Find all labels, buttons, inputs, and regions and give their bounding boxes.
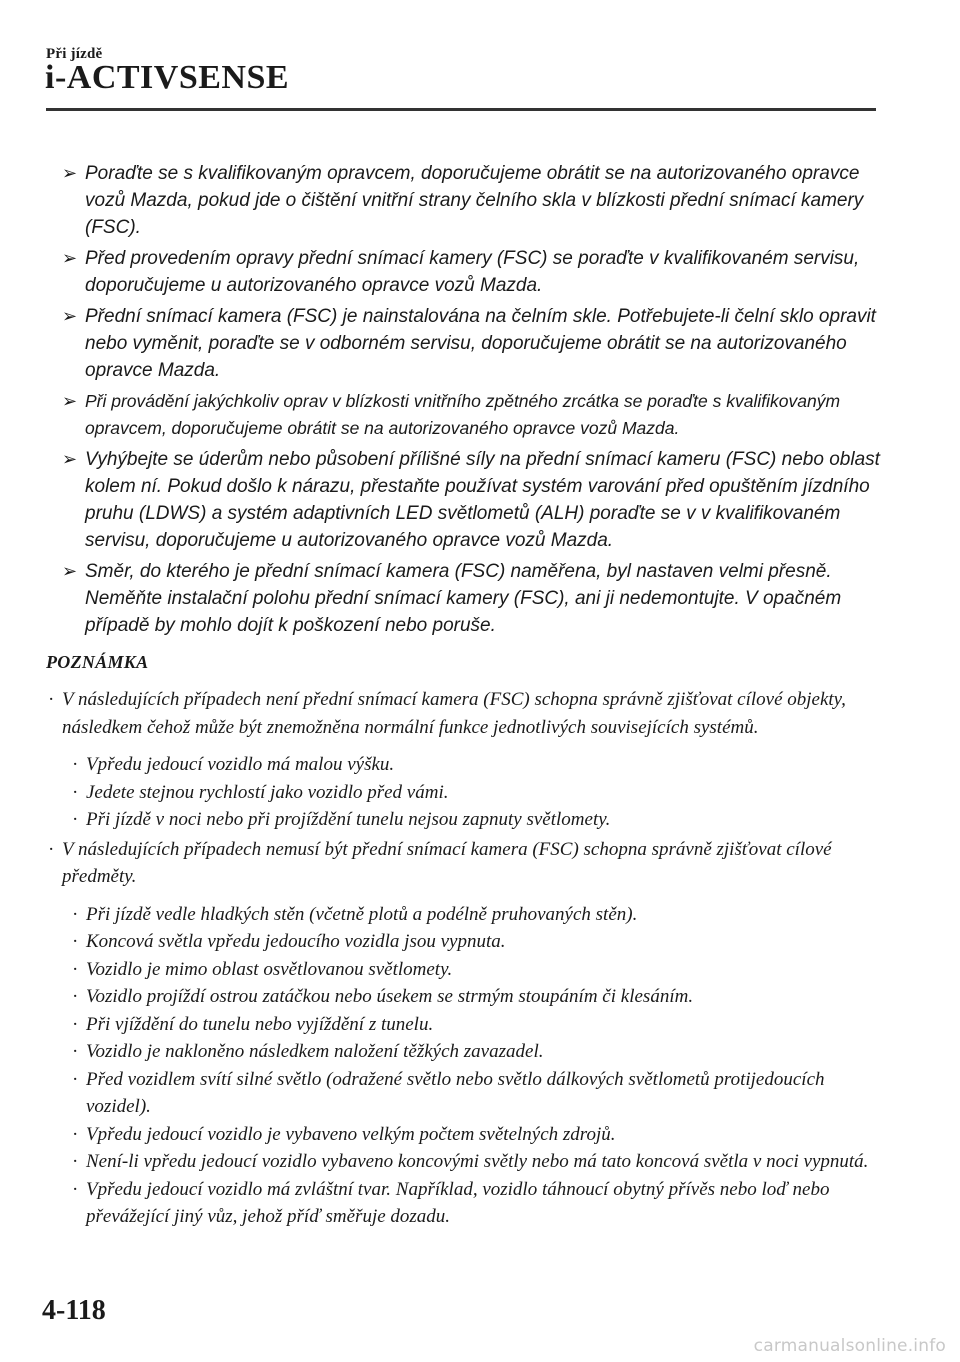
title-divider xyxy=(46,108,876,111)
watermark: carmanualsonline.info xyxy=(753,1336,946,1356)
list-item xyxy=(70,751,876,779)
dot-bullet-icon: · xyxy=(72,903,79,925)
note-heading: POZNÁMKA xyxy=(46,652,149,672)
note-text: V následujících případech není přední snímací kamera (FSC) schopna správně zjišťovat cílové objekty, následkem čehož může být znemožněna normální funkce jednotlivých souvisejících systémů. xyxy=(62,689,846,738)
list-item xyxy=(70,806,876,834)
dot-bullet-icon: · xyxy=(72,958,79,980)
warning-list xyxy=(62,160,882,643)
list-item-text: Vozidlo projíždí ostrou zatáčkou nebo úsekem se strmým stoupáním či klesáním. xyxy=(86,986,694,1007)
arrow-bullet-icon: ➢ xyxy=(62,391,78,411)
list-item xyxy=(70,983,876,1011)
warning-item xyxy=(62,388,882,442)
list-item xyxy=(70,1176,876,1231)
note-text: V následujících případech nemusí být přední snímací kamera (FSC) schopna správně zjišťovat cílové předměty. xyxy=(62,838,832,887)
list-item-text: Při jízdě v noci nebo při projíždění tunelu nejsou zapnuty světlomety. xyxy=(86,809,611,830)
dot-bullet-icon: · xyxy=(48,838,55,860)
dot-bullet-icon: · xyxy=(72,1041,79,1062)
note-item xyxy=(46,686,876,741)
warning-text: Přední snímací kamera (FSC) je nainstalována na čelním skle. Potřebujete-li čelní sklo opravit nebo vyměnit, poraďte se v odborném servisu, doporučujeme obrátit se na autorizovaného opravce Mazda. xyxy=(85,306,876,381)
list-item xyxy=(70,928,876,956)
list-item-text: Vozidlo je mimo oblast osvětlovanou světlomety. xyxy=(86,958,453,980)
note-sub-list xyxy=(46,901,876,1231)
list-item xyxy=(70,1011,876,1039)
warning-text: Směr, do kterého je přední snímací kamera (FSC) naměřena, byl nastaven velmi přesně. Neměňte instalační polohu přední snímací kamery (FSC), ani ji nedemontujte. V opačném případě by mohlo dojít k poškození nebo poruše. xyxy=(85,561,842,636)
dot-bullet-icon: · xyxy=(72,1123,79,1145)
list-item-text: Před vozidlem svítí silné světlo (odražené světlo nebo světlo dálkových světlometů protijedoucích vozidel). xyxy=(86,1068,825,1117)
warning-item xyxy=(62,303,882,384)
list-item-text: Není-li vpředu jedoucí vozidlo vybaveno koncovými světly nebo má tato koncová světla v noci vypnutá. xyxy=(86,1151,869,1172)
dot-bullet-icon: · xyxy=(72,1013,79,1035)
list-item-text: Při vjíždění do tunelu nebo vyjíždění z tunelu. xyxy=(86,1013,434,1035)
list-item xyxy=(70,1148,876,1176)
list-item-text: Při jízdě vedle hladkých stěn (včetně plotů a podélně pruhovaných stěn). xyxy=(86,903,638,925)
list-item-text: Vozidlo je nakloněno následkem naložení těžkých zavazadel. xyxy=(86,1041,544,1062)
list-item xyxy=(70,1121,876,1149)
dot-bullet-icon: · xyxy=(72,809,79,830)
arrow-bullet-icon: ➢ xyxy=(62,306,78,326)
dot-bullet-icon: · xyxy=(48,689,55,710)
list-item-text: Vpředu jedoucí vozidlo má malou výšku. xyxy=(86,754,395,775)
note-sub-list xyxy=(46,751,876,834)
list-item-text: Koncová světla vpředu jedoucího vozidla jsou vypnuta. xyxy=(86,931,506,952)
dot-bullet-icon: · xyxy=(72,754,79,775)
warning-item xyxy=(62,245,882,299)
list-item-text: Vpředu jedoucí vozidlo má zvláštní tvar. Například, vozidlo táhnoucí obytný přívěs nebo loď nebo převážející jiný vůz, jehož příď směřuje dozadu. xyxy=(86,1178,830,1227)
list-item xyxy=(70,779,876,807)
note-list xyxy=(46,686,876,1233)
warning-item xyxy=(62,160,882,241)
note-item xyxy=(46,836,876,891)
list-item xyxy=(70,901,876,929)
list-item xyxy=(70,1066,876,1121)
list-item xyxy=(70,956,876,984)
list-item-text: Jedete stejnou rychlostí jako vozidlo před vámi. xyxy=(86,781,449,803)
arrow-bullet-icon: ➢ xyxy=(62,248,78,268)
dot-bullet-icon: · xyxy=(72,1068,79,1090)
dot-bullet-icon: · xyxy=(72,781,79,803)
dot-bullet-icon: · xyxy=(72,931,79,952)
warning-text: Vyhýbejte se úderům nebo působení přílišné síly na přední snímací kameru (FSC) nebo oblast kolem ní. Pokud došlo k nárazu, přestaňte používat systém varování před opuštěním jízdního pruhu (LDWS) a systém adaptivních LED světlometů (ALH) poraďte se v v kvalifikovaném servisu, doporučujeme u autorizovaného opravce vozů Mazda. xyxy=(85,449,880,551)
list-item-text: Vpředu jedoucí vozidlo je vybaveno velkým počtem světelných zdrojů. xyxy=(86,1123,616,1145)
dot-bullet-icon: · xyxy=(72,1178,79,1200)
warning-item xyxy=(62,558,882,639)
list-item xyxy=(70,1038,876,1066)
warning-text: Před provedením opravy přední snímací kamery (FSC) se poraďte v kvalifikovaném servisu, doporučujeme u autorizovaného opravce vozů Mazda. xyxy=(85,248,860,296)
section-label: Při jízdě xyxy=(46,46,103,62)
warning-text: Při provádění jakýchkoliv oprav v blízkosti vnitřního zpětného zrcátka se poraďte s kvalifikovaným opravcem, doporučujeme obrátit se na autorizovaného opravce vozů Mazda. xyxy=(85,391,841,438)
dot-bullet-icon: · xyxy=(72,986,79,1007)
warning-item xyxy=(62,446,882,554)
arrow-bullet-icon: ➢ xyxy=(62,449,78,469)
arrow-bullet-icon: ➢ xyxy=(62,561,78,581)
warning-text: Poraďte se s kvalifikovaným opravcem, doporučujeme obrátit se na autorizovaného opravce vozů Mazda, pokud jde o čištění vnitřní strany čelního skla v blízkosti přední snímací kamery (FSC). xyxy=(85,163,864,238)
page-number: 4-118 xyxy=(42,1295,106,1326)
arrow-bullet-icon: ➢ xyxy=(62,163,78,183)
dot-bullet-icon: · xyxy=(72,1151,79,1172)
page-title: i-ACTIVSENSE xyxy=(45,59,290,96)
